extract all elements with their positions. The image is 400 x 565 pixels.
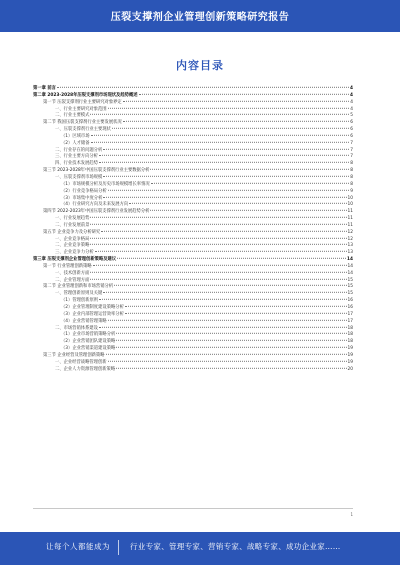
toc-entry[interactable] <box>33 93 353 100</box>
toc-dot-leader <box>108 361 347 362</box>
toc-dot-leader <box>90 272 346 273</box>
toc-dot-leader <box>150 210 346 211</box>
toc-entry[interactable] <box>33 230 353 237</box>
toc-dot-leader <box>101 231 346 232</box>
toc-entry[interactable] <box>33 127 353 134</box>
toc-entry-label: （1）区域市场 <box>61 133 90 139</box>
toc-dot-leader <box>95 251 347 252</box>
toc-entry-page: 8 <box>350 161 353 167</box>
toc-entry[interactable] <box>33 100 353 107</box>
toc-dot-leader <box>117 258 346 259</box>
toc-entry-page: 8 <box>350 174 353 180</box>
toc-entry-label: 第五节 企业竞争力及分析研究 <box>43 229 101 235</box>
toc-entry-page: 6 <box>350 120 353 126</box>
toc-entry-label: （3）企业内部管理运营效率分析 <box>61 311 124 317</box>
toc-dot-leader <box>112 128 349 129</box>
toc-dot-leader <box>103 176 349 177</box>
toc-dot-leader <box>93 265 347 266</box>
toc-entry-label: 第三节 2023-2028年中国压裂支撑剂行业主要数据分析 <box>43 168 150 174</box>
toc-entry[interactable] <box>33 134 353 141</box>
toc-dot-leader <box>99 155 349 156</box>
toc-entry-label: 一、压裂支撑剂市场规模 <box>55 174 103 180</box>
toc-dot-leader <box>108 319 347 320</box>
toc-entry-page: 15 <box>347 284 353 290</box>
toc-entry-label: 一、压裂支撑剂行业主要现状 <box>55 127 111 133</box>
toc-entry-page: 4 <box>350 99 353 105</box>
toc-entry-label: （3）企业营销渠道建设策略 <box>61 346 116 352</box>
toc-entry-page: 11 <box>347 209 353 215</box>
toc-entry-label: 二、企业人力资源管理创新策略 <box>55 366 116 372</box>
toc-entry-label: 第一节 压裂支撑剂行业主要研究对象界定 <box>43 99 122 105</box>
toc-entry[interactable] <box>33 367 353 374</box>
toc-entry-label: 第三节 企业经营及管理创新策略 <box>43 352 105 358</box>
toc-dot-leader <box>108 189 350 190</box>
toc-entry-page: 7 <box>350 147 353 153</box>
report-header <box>0 0 400 32</box>
toc-entry-label: 第一节 行业管理创新策略 <box>43 263 92 269</box>
toc-entry-page: 17 <box>347 318 353 324</box>
toc-dot-leader <box>90 244 346 245</box>
toc-dot-leader <box>114 285 346 286</box>
toc-entry-page: 8 <box>350 181 353 187</box>
toc-entry[interactable] <box>33 271 353 278</box>
toc-entry-label: （1）管理创新原则 <box>61 298 99 304</box>
toc-entry-label: 一、行业发展趋势 <box>55 216 90 222</box>
toc-entry[interactable] <box>33 168 353 175</box>
toc-entry-page: 4 <box>350 92 353 98</box>
page-number: 1 <box>350 512 353 517</box>
toc-dot-leader <box>103 148 349 149</box>
toc-entry-page: 12 <box>347 229 353 235</box>
toc-entry[interactable] <box>33 223 353 230</box>
toc-entry-label: （4）企业营销管理策略 <box>61 318 107 324</box>
footer-divider <box>33 508 353 509</box>
toc-entry-label: 第二节 我国压裂支撑剂行业主要发展状况 <box>43 120 122 126</box>
toc-entry[interactable] <box>33 189 353 196</box>
toc-entry-page: 19 <box>347 359 353 365</box>
toc-entry-label: 二、行业主要模式 <box>55 113 90 119</box>
toc-entry-label: （1）企业市场营销策略分析 <box>61 332 116 338</box>
toc-dot-leader <box>125 306 347 307</box>
toc-entry-page: 4 <box>350 106 353 112</box>
toc-entry[interactable] <box>33 257 353 264</box>
toc-dot-leader <box>125 313 347 314</box>
toc-entry-page: 14 <box>347 257 353 263</box>
toc-entry[interactable] <box>33 209 353 216</box>
toc-entry[interactable] <box>33 86 353 93</box>
toc-dot-leader <box>103 196 346 197</box>
toc-entry-page: 9 <box>350 188 353 194</box>
toc-entry-page: 12 <box>347 236 353 242</box>
toc-entry-page: 11 <box>347 222 353 228</box>
toc-entry-label: 三、行业主要方向分析 <box>55 154 98 160</box>
toc-entry-label: 第三章 压裂支撑剂企业管理创新策略及建议 <box>33 257 117 263</box>
toc-dot-leader <box>139 94 349 95</box>
toc-dot-leader <box>150 169 349 170</box>
toc-entry-page: 16 <box>347 305 353 310</box>
toc-entry[interactable] <box>33 360 353 367</box>
toc-entry-page: 5 <box>350 113 353 119</box>
toc-entry[interactable] <box>33 298 353 305</box>
toc-entry-page: 11 <box>347 216 353 222</box>
toc-entry-page: 8 <box>350 168 353 174</box>
toc-entry-page: 18 <box>347 332 353 338</box>
toc-entry[interactable] <box>33 346 353 353</box>
toc-dot-leader <box>123 121 350 122</box>
toc-entry-label: 一、行业主要研究对象范围 <box>55 106 107 112</box>
toc-dot-leader <box>129 203 346 204</box>
toc-dot-leader <box>151 183 350 184</box>
toc-entry[interactable] <box>33 216 353 223</box>
toc-dot-leader <box>108 107 350 108</box>
toc-entry-label: 一、管理创新原则及关键 <box>55 291 103 297</box>
toc-entry-page: 10 <box>347 195 353 201</box>
toc-entry-page: 19 <box>347 352 353 358</box>
footer-separator <box>118 540 119 555</box>
toc-entry[interactable] <box>33 305 353 312</box>
toc-dot-leader <box>91 135 350 136</box>
toc-entry[interactable] <box>33 319 353 326</box>
toc-entry[interactable] <box>33 353 353 360</box>
toc-entry-label: 三、企业竞争力分析 <box>55 250 94 256</box>
toc-entry-label: （2）人才储备 <box>61 140 90 146</box>
toc-entry-page: 6 <box>350 133 353 139</box>
toc-dot-leader <box>90 278 346 279</box>
toc-entry-label: 二、企业竞争策略 <box>55 243 90 249</box>
footer-tagline: 行业专家、管理专家、营销专家、战略专家、成功企业家…… <box>130 542 341 551</box>
toc-entry-page: 16 <box>347 298 353 304</box>
toc-entry-page: 4 <box>350 86 353 91</box>
toc-entry-label: 一、企业经营战略管理创新 <box>55 359 107 365</box>
toc-entry-page: 10 <box>347 202 353 208</box>
toc-dot-leader <box>57 87 349 88</box>
toc-entry-label: 第四节 2022-2023年中国压裂支撑剂行业发展趋势分析 <box>43 209 150 215</box>
toc-entry-label: （4）行业研究方向及未来发展方向 <box>61 202 129 208</box>
toc-entry-page: 15 <box>347 291 353 297</box>
toc-entry-label: 一、企业竞争格局 <box>55 236 90 242</box>
toc-dot-leader <box>90 224 346 225</box>
toc-dot-leader <box>99 299 346 300</box>
toc-entry-page: 18 <box>347 325 353 331</box>
toc-dot-leader <box>116 367 346 368</box>
toc-dot-leader <box>116 333 346 334</box>
toc-entry-page: 17 <box>347 311 353 317</box>
toc-entry-page: 14 <box>347 270 353 276</box>
toc-dot-leader <box>91 142 350 143</box>
toc-entry-page: 13 <box>347 243 353 249</box>
toc-entry-label: 二、行业存在的问题分析 <box>55 147 103 153</box>
toc-heading: 内容目录 <box>176 59 224 72</box>
toc-dot-leader <box>90 217 346 218</box>
toc-entry-page: 18 <box>347 339 353 345</box>
toc-entry-label: 第一章 前言 <box>33 86 56 91</box>
toc-entry-page: 7 <box>350 140 353 146</box>
toc-entry-label: （2）企业管理制度建设策略分析 <box>61 305 124 310</box>
toc-entry-label: 第二节 企业管理创新和市场营销分析 <box>43 284 114 290</box>
toc-dot-leader <box>123 100 350 101</box>
toc-entry[interactable] <box>33 175 353 182</box>
toc-dot-leader <box>99 326 347 327</box>
toc-dot-leader <box>116 340 346 341</box>
footer-banner <box>0 532 400 565</box>
toc-entry-page: 14 <box>347 263 353 269</box>
toc-dot-leader <box>99 162 349 163</box>
toc-entry-page: 15 <box>347 277 353 283</box>
toc-entry[interactable] <box>33 182 353 189</box>
toc-entry[interactable] <box>33 312 353 319</box>
footer-slogan: 让每个人都能成为 <box>46 542 110 551</box>
toc-dot-leader <box>90 237 346 238</box>
toc-dot-leader <box>90 114 349 115</box>
toc-entry-label: 四、行业技术发展趋势 <box>55 161 98 167</box>
toc-entry-page: 13 <box>347 250 353 256</box>
toc-entry-label: 一、技术创新方面 <box>55 270 90 276</box>
toc-entry-label: （2）企业营销团队建设策略 <box>61 339 116 345</box>
toc-entry-label: 二、企业管理方面 <box>55 277 90 283</box>
toc-dot-leader <box>103 292 346 293</box>
toc-dot-leader <box>106 354 347 355</box>
toc-entry-label: （1）市场规模分析及历史市场规模增长率情况 <box>61 181 150 187</box>
toc-entry-label: 二、行业发展前景 <box>55 222 90 228</box>
toc-entry-label: 第二章 2023-2028年压裂支撑剂市场现状及趋势概述 <box>33 92 138 98</box>
report-title: 压裂支撑剂企业管理创新策略研究报告 <box>110 12 290 23</box>
toc-entry[interactable] <box>33 141 353 148</box>
toc-entry-page: 6 <box>350 127 353 133</box>
toc-entry-label: （2）行业竞争格局分析 <box>61 188 107 194</box>
toc-entry-page: 19 <box>347 346 353 352</box>
toc-entry-label: 二、市场营销体系建设 <box>55 325 98 331</box>
toc-entry-page: 20 <box>347 366 353 372</box>
toc-entry[interactable] <box>33 264 353 271</box>
toc-entry-label: （3）市场集中度分析 <box>61 195 103 201</box>
table-of-contents <box>33 86 353 373</box>
toc-dot-leader <box>116 347 346 348</box>
toc-entry-page: 7 <box>350 154 353 160</box>
